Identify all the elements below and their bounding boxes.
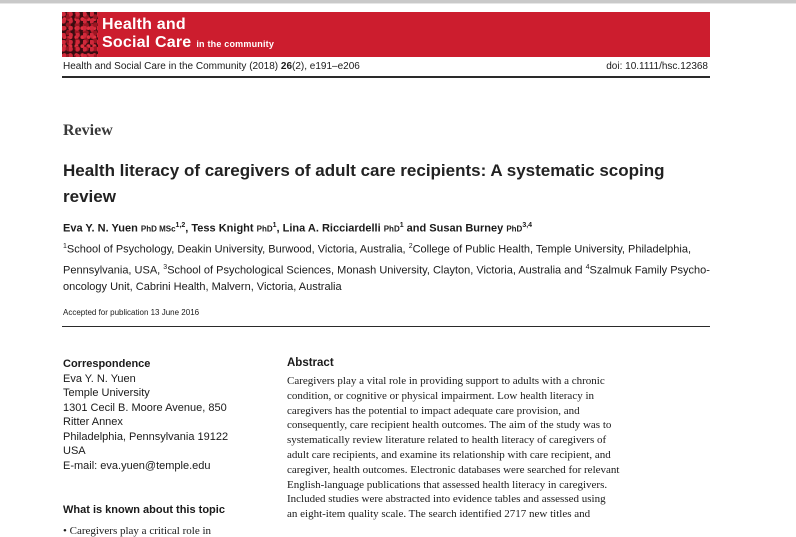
author-affiliation-ref: 1,2 [175,222,186,229]
article-doi[interactable]: doi: 10.1111/hsc.12368 [606,61,708,72]
author-name: Lina A. Ricciardelli [282,222,381,235]
correspondence-line: Temple University [63,387,150,399]
journal-banner-texture [62,12,98,57]
correspondence-line: 1301 Cecil B. Moore Avenue, 850 [63,401,227,414]
section-label: Review [63,122,113,139]
journal-banner [62,12,710,57]
affiliation-text: College of Public Health, Temple University, Philadelphia, Pennsylvania, USA, [63,243,691,277]
author-separator: , [185,222,192,235]
abstract-line: caregiver, health outcomes. Electronic databases were searched for relevant [287,463,620,476]
abstract-heading: Abstract [287,357,334,369]
correspondence-line: Ritter Annex [63,416,123,428]
author-name: Susan Burney [429,222,504,235]
affiliation-text: Szalmuk Family Psycho-oncology Unit, Cabrini Health, Malvern, Victoria, Australia [63,264,710,294]
correspondence-line: Philadelphia, Pennsylvania 19122 [63,430,229,443]
journal-brand-line2 [102,34,274,52]
correspondence-line: E-mail: eva.yuen@temple.edu [63,459,211,472]
author-degree: PhD [383,224,400,234]
abstract-line: an eight-item quality scale. The search identified 2717 new titles and [287,508,591,521]
author-degree: PhD [256,224,273,234]
known-topic-heading: What is known about this topic [63,504,225,516]
affiliation-number: 1 [63,243,67,250]
article-title: Health literacy of caregivers of adult care recipients: A systematic scoping review [63,161,665,206]
front-matter-rule [62,326,710,327]
abstract-line: consequently, care recipient health outcomes. The aim of the study was to [287,419,612,432]
correspondence-line: USA [63,445,86,457]
abstract-body [287,374,717,522]
author-separator: , [276,222,283,235]
author-separator: and [403,222,430,235]
abstract-line: adult care recipients, and examine its relationship with care recipient, and [287,448,611,461]
correspondence-address [63,372,263,474]
affiliation-number: 4 [585,263,590,271]
known-topic-bullet: • Caregivers play a critical role in [63,525,212,537]
abstract-line: Caregivers play a vital role in providing support to adults with a chronic [287,375,605,387]
abstract-line: Included studies were abstracted into evidence tables and assessed using [287,493,606,506]
author-degree: PhD MSc [140,224,176,234]
correspondence-heading: Correspondence [63,358,151,370]
abstract-line: systematically review literature related to health literacy of caregivers of [287,434,607,447]
accepted-date: Accepted for publication 13 June 2016 [63,308,200,317]
affiliation-number: 2 [408,243,413,250]
journal-citation [63,61,360,72]
journal-brand-suffix: in the community [196,39,275,49]
citation-prefix: Health and Social Care in the Community (2018) [63,61,281,72]
window-top-divider [0,3,796,4]
abstract-line: condition, or cognitive or physical impairment. Low health literacy in [287,389,595,402]
correspondence-block [63,357,263,473]
abstract-line: English-language publications that assessed health literacy in caregivers. [287,478,608,491]
author-name: Tess Knight [191,222,254,235]
correspondence-line: Eva Y. N. Yuen [63,372,136,385]
affiliation-number: 3 [163,263,168,271]
affiliation-text: School of Psychological Sciences, Monash University, Clayton, Victoria, Australia and [167,264,586,277]
citation-suffix: (2), e191–e206 [292,61,360,72]
affiliation-list [63,238,723,296]
affiliation-text: School of Psychology, Deakin University, Burwood, Victoria, Australia, [66,243,409,256]
author-affiliation-ref: 3,4 [522,222,533,229]
journal-brand-line1: Health and [102,16,186,33]
author-affiliation-ref: 1 [272,222,277,229]
author-list [63,222,532,235]
author-name: Eva Y. N. Yuen [63,222,138,235]
author-degree: PhD [506,224,523,234]
journal-brand-main: Social Care [102,34,192,51]
header-rule [62,76,710,78]
citation-volume: 26 [280,61,293,72]
abstract-line: caregivers has the potential to impact adequate care provision, and [287,404,580,417]
author-affiliation-ref: 1 [399,222,404,229]
